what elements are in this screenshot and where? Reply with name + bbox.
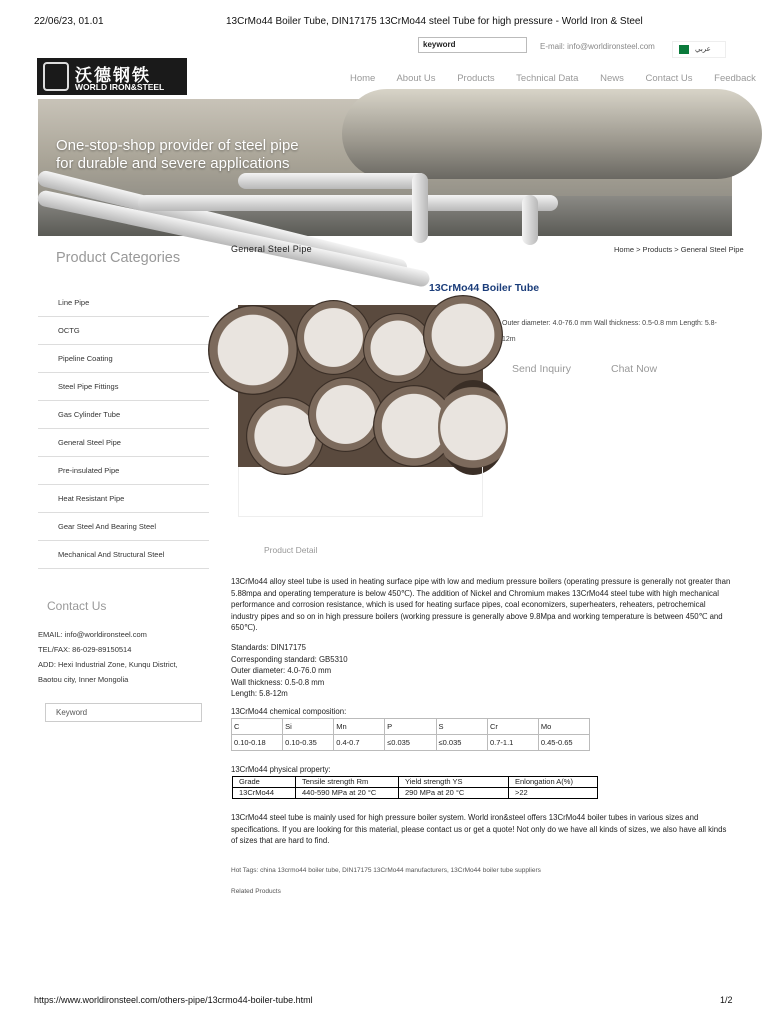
detail-closing: 13CrMo44 steel tube is mainly used for high pressure boiler system. World iron&steel offers 13CrMo44 boiler tubes in various sizes and specifications. If you are looking for this material, please contact us or get a quote! Not only do we have all kinds of sizes, we also have all kinds of sizes that are hard to find. [231,813,727,845]
table-cell: 440-590 MPa at 20 °C [296,788,399,799]
breadcrumb[interactable]: Home > Products > General Steel Pipe [614,245,744,254]
table-row [233,788,598,799]
table-cell: 0.10-0.18 [232,735,283,751]
tube-graphic [363,313,433,383]
site-logo[interactable] [37,58,187,95]
detail-intro: 13CrMo44 alloy steel tube is used in heating surface pipe with low and medium pressure boilers (operating pressure is generally not greater than 5.88mpa and operating temperature is below 450℃). The addition of Nickel and Chromium makes 13CrMo44 steel tube with high mechanical performance and corrosion resistance, which is used for heating surface pipes, coal economizers, superheaters, reheaters, petrochemical industry pipes and so on in high pressure boilers (working pressure is generally above 9.8Mpa and working temperature is between 450℃ and 650℃). [231,577,731,632]
nav-home[interactable]: Home [350,73,376,84]
chem-title: 13CrMo44 chemical composition: [231,707,347,716]
category-item[interactable]: Line Pipe [38,289,209,317]
phys-title: 13CrMo44 physical property: [231,765,331,774]
sidebar-title: Product Categories [56,250,181,266]
table-cell: Yield strength YS [399,777,509,788]
phys-table [232,776,598,799]
table-cell: >22 [509,788,598,799]
section-title: General Steel Pipe [231,244,312,254]
spec-line-1: Outer diameter: 4.0-76.0 mm Wall thickness: 0.5-0.8 mm Length: 5.8- [502,320,717,327]
contact-info [38,627,228,687]
category-item[interactable]: Pipeline Coating [38,345,209,373]
chat-now-button[interactable]: Chat Now [611,363,658,375]
table-cell: 13CrMo44 [233,788,296,799]
table-cell: C [232,719,283,735]
logo-mark-icon [43,62,69,91]
banner-tank-graphic [342,89,762,179]
banner-pipe-graphic [412,173,428,243]
nav-feedback[interactable]: Feedback [714,73,756,84]
nav-contact-us[interactable]: Contact Us [645,73,693,84]
spec-wall-thickness: Wall thickness: 0.5-0.8 mm [231,677,325,687]
table-cell: S [436,719,487,735]
spec-corresponding: Corresponding standard: GB5310 [231,654,348,664]
banner-pipe-graphic [238,173,428,189]
product-detail-tab[interactable]: Product Detail [264,545,318,555]
print-url: https://www.worldironsteel.com/others-pipe/13crmo44-boiler-tube.html [34,995,313,1005]
nav-news[interactable]: News [600,73,624,84]
nav-about-us[interactable]: About Us [396,73,436,84]
contact-title: Contact Us [47,599,107,613]
table-cell: 290 MPa at 20 °C [399,788,509,799]
print-page-title: 13CrMo44 Boiler Tube, DIN17175 13CrMo44 steel Tube for high pressure - World Iron & Steel [226,16,643,27]
table-cell: 0.45-0.65 [538,735,589,751]
category-item[interactable]: Heat Resistant Pipe [38,485,209,513]
product-spec-summary [502,316,732,348]
header-search-input[interactable]: keyword [418,37,527,53]
table-cell: ≤0.035 [385,735,436,751]
category-list [38,289,209,569]
sidebar-search-input[interactable]: Keyword [45,703,202,722]
table-cell: Mn [334,719,385,735]
category-item[interactable]: Pre-insulated Pipe [38,457,209,485]
header-email[interactable]: E-mail: info@worldironsteel.com [540,42,655,51]
contact-email[interactable]: EMAIL: info@worldironsteel.com [38,630,147,639]
category-item[interactable]: OCTG [38,317,209,345]
send-inquiry-button[interactable]: Send Inquiry [512,363,571,375]
banner-slogan-line-2: for durable and severe applications [56,155,290,172]
product-title: 13CrMo44 Boiler Tube [429,282,540,294]
tube-graphic [438,380,508,475]
contact-tel: TEL/FAX: 86-029-89150514 [38,645,132,654]
tube-graphic [296,300,371,375]
category-item[interactable]: General Steel Pipe [38,429,209,457]
contact-address: ADD: Hexi Industrial Zone, Kunqu District, [38,660,178,669]
main-nav [350,73,756,84]
table-cell: Cr [487,719,538,735]
flag-icon [679,45,689,54]
table-cell: Si [283,719,334,735]
tube-graphic [308,377,383,452]
detail-specs [231,642,732,700]
table-row [232,735,590,751]
table-cell: Tensile strength Rm [296,777,399,788]
spec-outer-diameter: Outer diameter: 4.0-76.0 mm [231,666,332,675]
table-cell: Mo [538,719,589,735]
related-products-heading: Related Products [231,888,281,895]
table-cell: Enlongation A(%) [509,777,598,788]
banner-pipe-graphic [522,195,538,245]
banner-slogan-line-1: One-stop-shop provider of steel pipe [56,137,299,154]
category-item[interactable]: Steel Pipe Fittings [38,373,209,401]
print-page-number: 1/2 [720,995,733,1005]
hot-tags[interactable]: Hot Tags: china 13crmo44 boiler tube, DIN17175 13CrMo44 manufacturers, 13CrMo44 boiler tube suppliers [231,867,541,874]
banner-slogan [56,137,299,173]
contact-address-2: Baotou city, Inner Mongolia [38,675,129,684]
table-row [232,719,590,735]
table-cell: P [385,719,436,735]
language-label: عربي [695,46,711,53]
category-item[interactable]: Mechanical And Structural Steel [38,541,209,569]
print-datetime: 22/06/23, 01.01 [34,16,104,27]
spec-length: Length: 5.8-12m [231,689,288,698]
tube-graphic [423,295,503,375]
category-item[interactable]: Gas Cylinder Tube [38,401,209,429]
table-cell: 0.4-0.7 [334,735,385,751]
nav-products[interactable]: Products [457,73,495,84]
nav-technical-data[interactable]: Technical Data [516,73,579,84]
chem-table [231,718,590,751]
product-image-frame [238,467,483,517]
language-selector[interactable] [672,41,726,58]
tube-graphic [208,305,298,395]
logo-text-cn: 沃德钢铁 [75,66,151,85]
logo-text-en: WORLD IRON&STEEL [75,82,165,92]
table-cell: Grade [233,777,296,788]
table-row [233,777,598,788]
product-image[interactable] [238,305,483,467]
category-item[interactable]: Gear Steel And Bearing Steel [38,513,209,541]
spec-standards: Standards: DIN17175 [231,643,306,652]
table-cell: ≤0.035 [436,735,487,751]
banner-pipe-graphic [138,195,558,211]
table-cell: 0.10-0.35 [283,735,334,751]
spec-line-2: 12m [502,336,516,343]
table-cell: 0.7-1.1 [487,735,538,751]
hero-banner [38,99,732,236]
